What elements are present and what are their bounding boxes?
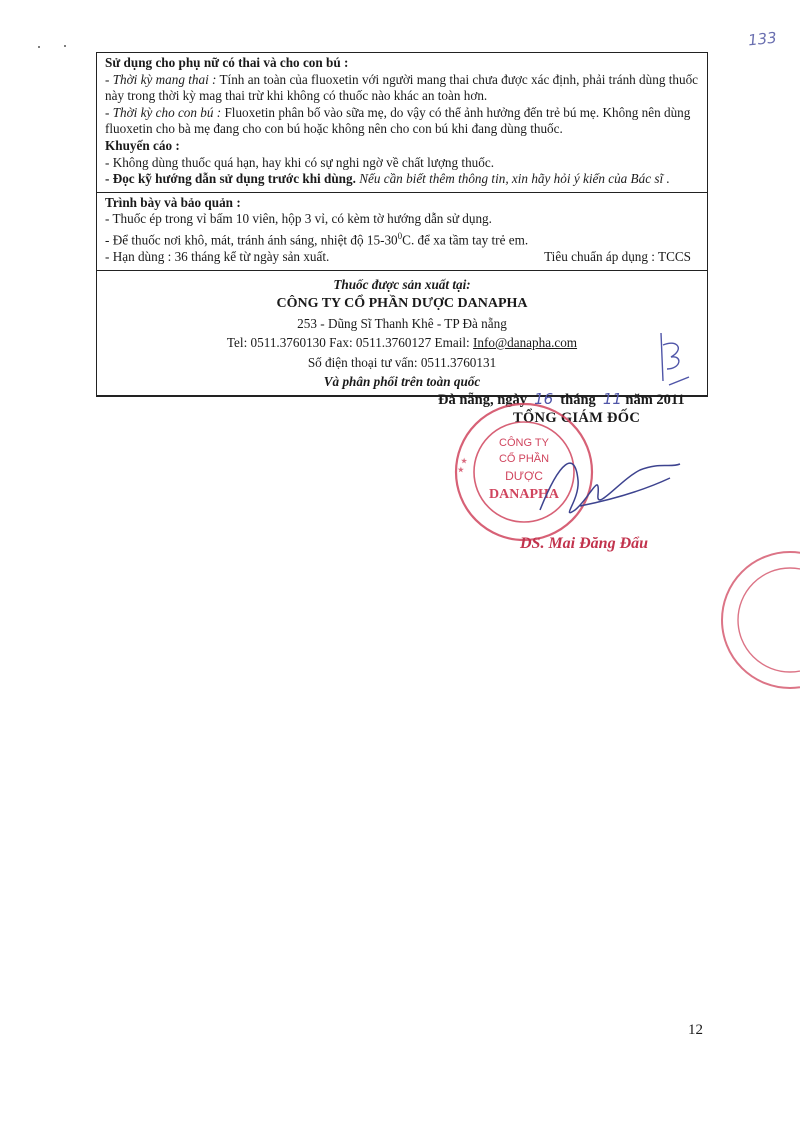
email-link[interactable]: Info@danapha.com: [473, 335, 578, 351]
pregnancy-heading: Sử dụng cho phụ nữ có thai và cho con bú :: [105, 55, 349, 70]
hotline-text: Số điện thoại tư vấn: 0511.3760131: [307, 354, 497, 370]
company-address: 253 - Dũng Sĩ Thanh Khê - TP Đà nẵng: [297, 315, 507, 331]
pregnancy-label: - Thời kỳ mang thai :: [105, 71, 217, 87]
made-by-label: Thuốc được sản xuất tại:: [333, 276, 471, 292]
distribution-text: Và phân phối trên toàn quốc: [323, 374, 481, 390]
expiry-text: - Hạn dùng : 36 tháng kể từ ngày sản xuất.: [105, 248, 330, 264]
partial-stamp: [690, 540, 800, 690]
scan-speck: [38, 46, 40, 48]
warning-line-2-bold: - Đọc kỹ hướng dẫn sử dụng trước khi dùng.: [105, 171, 356, 187]
signer-name: DS. Mai Đăng Đẩu: [520, 535, 649, 552]
standard-text: Tiêu chuẩn áp dụng : TCCS: [544, 248, 691, 264]
storage-line-2-post: C. để xa tầm tay trẻ em.: [402, 232, 529, 248]
pregnancy-text: Tính an toàn của fluoxetin với người mang thai chưa được xác định, phải tránh dùng thuốc này trong thời kỳ mag thai trừ khi không có thuốc nào khác an toàn hơn.: [105, 71, 699, 104]
scan-speck: [64, 45, 66, 47]
company-name: CÔNG TY CỔ PHẦN DƯỢC DANAPHA: [276, 296, 528, 312]
director-title: TỔNG GIÁM ĐỐC: [513, 410, 641, 426]
date-year: năm 2011: [625, 392, 685, 408]
date-month-word: tháng: [560, 392, 596, 408]
storage-line-2: [105, 228, 699, 249]
degree-superscript: 0: [397, 230, 403, 241]
stamp-line-2: CỔ PHẦN: [498, 453, 550, 465]
content-table: [96, 52, 708, 397]
storage-line-3-row: [105, 249, 699, 266]
warning-line-2-italic: Nếu cần biết thêm thông tin, xin hãy hỏi ý kiến của Bác sĩ .: [355, 171, 670, 187]
lactation-text: Fluoxetin phân bố vào sữa mẹ, do vậy có thể ảnh hưởng đến trẻ bú mẹ. Không nên dùng fluoxetin cho bà mẹ đang cho con bú hoặc không nên cho con bú khi đang dùng thuốc.: [105, 104, 691, 137]
manufacturer-section: [97, 271, 707, 396]
warning-heading: Khuyến cáo :: [105, 137, 180, 153]
signature-scribble: [520, 440, 690, 540]
storage-section: [97, 193, 707, 271]
stamp-line-1: CÔNG TY: [499, 437, 549, 449]
stamp-ring-text: ★ ★: [455, 456, 470, 475]
storage-line-2-pre: - Để thuốc nơi khô, mát, tránh ánh sáng, nhiệt độ 15-30: [105, 232, 398, 248]
pregnancy-paragraph: [105, 72, 699, 105]
storage-heading: Trình bày và bảo quản :: [105, 194, 241, 210]
initials-mark: [655, 325, 695, 387]
warning-line-2: [105, 171, 699, 188]
storage-line-1: - Thuốc ép trong vỉ bấm 10 viên, hộp 3 vỉ, có kèm tờ hướng dẫn sử dụng.: [105, 211, 492, 227]
handwritten-page-ref: 133: [747, 28, 778, 50]
pregnancy-section: [97, 53, 707, 193]
lactation-paragraph: [105, 105, 699, 138]
date-prefix: Đà nẵng, ngày: [438, 392, 528, 408]
date-day: 16: [534, 390, 554, 408]
contact-numbers: Tel: 0511.3760130 Fax: 0511.3760127 Email:: [226, 335, 474, 351]
stamp-line-3: DƯỢC: [505, 469, 543, 483]
stamp-line-4: DANAPHA: [489, 487, 559, 502]
company-contact: [105, 333, 699, 353]
lactation-label: - Thời kỳ cho con bú :: [105, 104, 222, 120]
page-number: 12: [688, 1022, 703, 1038]
date-month: 11: [602, 390, 622, 408]
warning-line-1: - Không dùng thuốc quá hạn, hay khi có sự nghi ngờ về chất lượng thuốc.: [105, 154, 494, 170]
